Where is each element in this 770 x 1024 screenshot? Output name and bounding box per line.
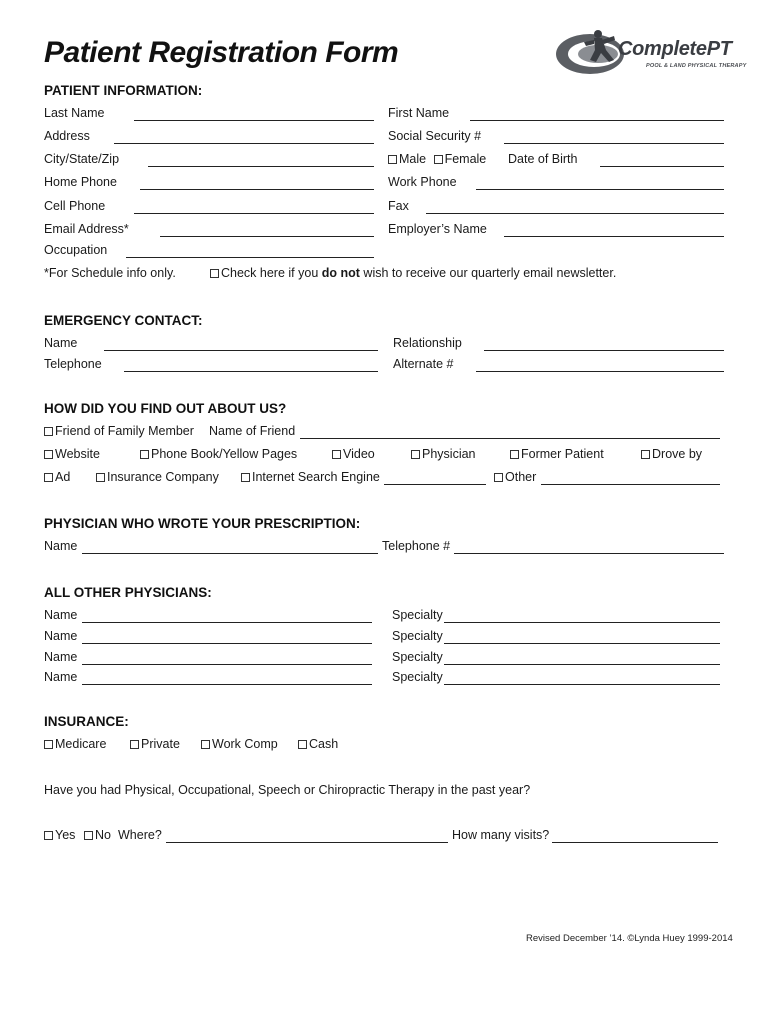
internet-search-option	[241, 470, 380, 484]
newsletter-checkbox[interactable]	[210, 269, 219, 278]
logo-name: CompletePT	[618, 38, 732, 60]
therapy-no-option	[84, 828, 111, 842]
drove-by-option	[641, 447, 702, 461]
female-checkbox[interactable]	[434, 155, 443, 164]
therapy-where-label: Where?	[118, 828, 162, 842]
drove-by-checkbox[interactable]	[641, 450, 650, 459]
former-patient-option	[510, 447, 604, 461]
insurance-company-checkbox[interactable]	[96, 473, 105, 482]
cash-option	[298, 737, 338, 751]
patient-info-heading: PATIENT INFORMATION:	[44, 83, 203, 98]
employer-label: Employer’s Name	[388, 222, 487, 236]
ssn-label: Social Security #	[388, 129, 482, 143]
physician-option	[411, 447, 476, 461]
email-label: Email Address*	[44, 222, 129, 236]
dob-field[interactable]	[600, 166, 724, 167]
work-phone-label: Work Phone	[388, 175, 457, 189]
internet-search-checkbox[interactable]	[241, 473, 250, 482]
ad-checkbox[interactable]	[44, 473, 53, 482]
private-option	[130, 737, 180, 751]
occupation-label: Occupation	[44, 243, 108, 257]
video-option	[332, 447, 375, 461]
cash-label: Cash	[309, 737, 339, 751]
drove-by-label: Drove by	[652, 447, 703, 461]
former-patient-checkbox[interactable]	[510, 450, 519, 459]
therapy-yes-label: Yes	[55, 828, 76, 842]
website-option	[44, 447, 100, 461]
last-name-label: Last Name	[44, 106, 105, 120]
prescribing-heading: PHYSICIAN WHO WROTE YOUR PRESCRIPTION:	[44, 516, 361, 531]
insurance-company-label: Insurance Company	[107, 470, 219, 484]
other-field[interactable]	[541, 484, 720, 485]
other-physician-specialty-label: Specialty	[392, 629, 443, 643]
occupation-field[interactable]	[126, 257, 374, 258]
emergency-name-field[interactable]	[104, 350, 378, 351]
therapy-visits-field[interactable]	[552, 842, 718, 843]
emergency-telephone-label: Telephone	[44, 357, 102, 371]
medicare-label: Medicare	[55, 737, 107, 751]
website-checkbox[interactable]	[44, 450, 53, 459]
relationship-field[interactable]	[484, 350, 724, 351]
friend-label: Friend of Family Member	[55, 424, 194, 438]
physician-checkbox[interactable]	[411, 450, 420, 459]
friend-name-field[interactable]	[300, 438, 720, 439]
emergency-name-label: Name	[44, 336, 78, 350]
cell-phone-label: Cell Phone	[44, 199, 106, 213]
address-label: Address	[44, 129, 90, 143]
private-checkbox[interactable]	[130, 740, 139, 749]
former-patient-label: Former Patient	[521, 447, 604, 461]
emergency-heading: EMERGENCY CONTACT:	[44, 313, 203, 328]
newsletter-text-pre: Check here if you	[221, 266, 322, 280]
logo-tagline: POOL & LAND PHYSICAL THERAPY	[646, 63, 747, 69]
company-logo	[554, 26, 747, 80]
work-comp-checkbox[interactable]	[201, 740, 210, 749]
therapy-yes-checkbox[interactable]	[44, 831, 53, 840]
home-phone-label: Home Phone	[44, 175, 117, 189]
therapy-yes-option	[44, 828, 75, 842]
other-physician-specialty-field[interactable]	[444, 664, 720, 665]
medicare-checkbox[interactable]	[44, 740, 53, 749]
female-label: Female	[444, 152, 487, 166]
dob-label: Date of Birth	[508, 152, 578, 166]
fax-field[interactable]	[426, 213, 724, 214]
newsletter-text-bold: do not	[321, 266, 360, 280]
last-name-field[interactable]	[134, 120, 374, 121]
other-label: Other	[505, 470, 537, 484]
work-comp-option	[201, 737, 278, 751]
insurance-heading: INSURANCE:	[44, 714, 129, 729]
male-label: Male	[399, 152, 427, 166]
male-checkbox[interactable]	[388, 155, 397, 164]
insurance-company-option	[96, 470, 219, 484]
other-checkbox[interactable]	[494, 473, 503, 482]
alternate-field[interactable]	[476, 371, 724, 372]
phone-book-checkbox[interactable]	[140, 450, 149, 459]
private-label: Private	[141, 737, 180, 751]
cell-phone-field[interactable]	[134, 213, 374, 214]
city-state-zip-field[interactable]	[148, 166, 374, 167]
schedule-note: *For Schedule info only.	[44, 266, 176, 280]
other-physician-specialty-field[interactable]	[444, 643, 720, 644]
address-field[interactable]	[114, 143, 374, 144]
other-physician-name-field[interactable]	[82, 622, 372, 623]
video-label: Video	[343, 447, 375, 461]
emergency-telephone-field[interactable]	[124, 371, 378, 372]
therapy-question: Have you had Physical, Occupational, Speech or Chiropractic Therapy in the past year?	[44, 783, 531, 797]
email-field[interactable]	[160, 236, 374, 237]
other-physician-specialty-label: Specialty	[392, 650, 443, 664]
cash-checkbox[interactable]	[298, 740, 307, 749]
medicare-option	[44, 737, 106, 751]
other-physician-name-label: Name	[44, 670, 78, 684]
phone-book-option	[140, 447, 297, 461]
other-physician-name-field[interactable]	[82, 643, 372, 644]
newsletter-optout	[210, 266, 616, 280]
page-title: Patient Registration Form	[44, 36, 399, 69]
other-physician-name-label: Name	[44, 650, 78, 664]
alternate-label: Alternate #	[393, 357, 454, 371]
newsletter-text-post: wish to receive our quarterly email newsletter.	[359, 266, 617, 280]
other-physician-name-label: Name	[44, 629, 78, 643]
therapy-where-field[interactable]	[166, 842, 448, 843]
video-checkbox[interactable]	[332, 450, 341, 459]
ad-option	[44, 470, 70, 484]
prescribing-telephone-field[interactable]	[454, 553, 724, 554]
referral-heading: HOW DID YOU FIND OUT ABOUT US?	[44, 401, 287, 416]
work-phone-field[interactable]	[476, 189, 724, 190]
other-physician-specialty-field[interactable]	[444, 622, 720, 623]
other-physician-name-field[interactable]	[82, 684, 372, 685]
physician-label: Physician	[422, 447, 476, 461]
first-name-label: First Name	[388, 106, 450, 120]
ad-label: Ad	[55, 470, 71, 484]
prescribing-telephone-label: Telephone #	[382, 539, 451, 553]
other-physician-name-field[interactable]	[82, 664, 372, 665]
friend-option	[44, 424, 194, 438]
other-physician-name-label: Name	[44, 608, 78, 622]
therapy-no-label: No	[95, 828, 111, 842]
first-name-field[interactable]	[470, 120, 724, 121]
therapy-no-checkbox[interactable]	[84, 831, 93, 840]
fax-label: Fax	[388, 199, 409, 213]
prescribing-name-label: Name	[44, 539, 78, 553]
prescribing-name-field[interactable]	[82, 553, 378, 554]
internet-search-label: Internet Search Engine	[252, 470, 380, 484]
city-state-zip-label: City/State/Zip	[44, 152, 120, 166]
home-phone-field[interactable]	[140, 189, 374, 190]
ssn-field[interactable]	[504, 143, 724, 144]
employer-field[interactable]	[504, 236, 724, 237]
friend-checkbox[interactable]	[44, 427, 53, 436]
website-label: Website	[55, 447, 100, 461]
revision-footer: Revised December ’14. ©Lynda Huey 1999-2014	[526, 933, 733, 944]
other-physician-specialty-label: Specialty	[392, 670, 443, 684]
other-physician-specialty-label: Specialty	[392, 608, 443, 622]
relationship-label: Relationship	[393, 336, 462, 350]
other-physicians-heading: ALL OTHER PHYSICIANS:	[44, 585, 212, 600]
other-physician-specialty-field[interactable]	[444, 684, 720, 685]
work-comp-label: Work Comp	[212, 737, 278, 751]
phone-book-label: Phone Book/Yellow Pages	[151, 447, 298, 461]
internet-search-field[interactable]	[384, 484, 486, 485]
friend-name-label: Name of Friend	[209, 424, 296, 438]
other-option	[494, 470, 536, 484]
therapy-visits-label: How many visits?	[452, 828, 550, 842]
gender-options	[388, 152, 486, 166]
